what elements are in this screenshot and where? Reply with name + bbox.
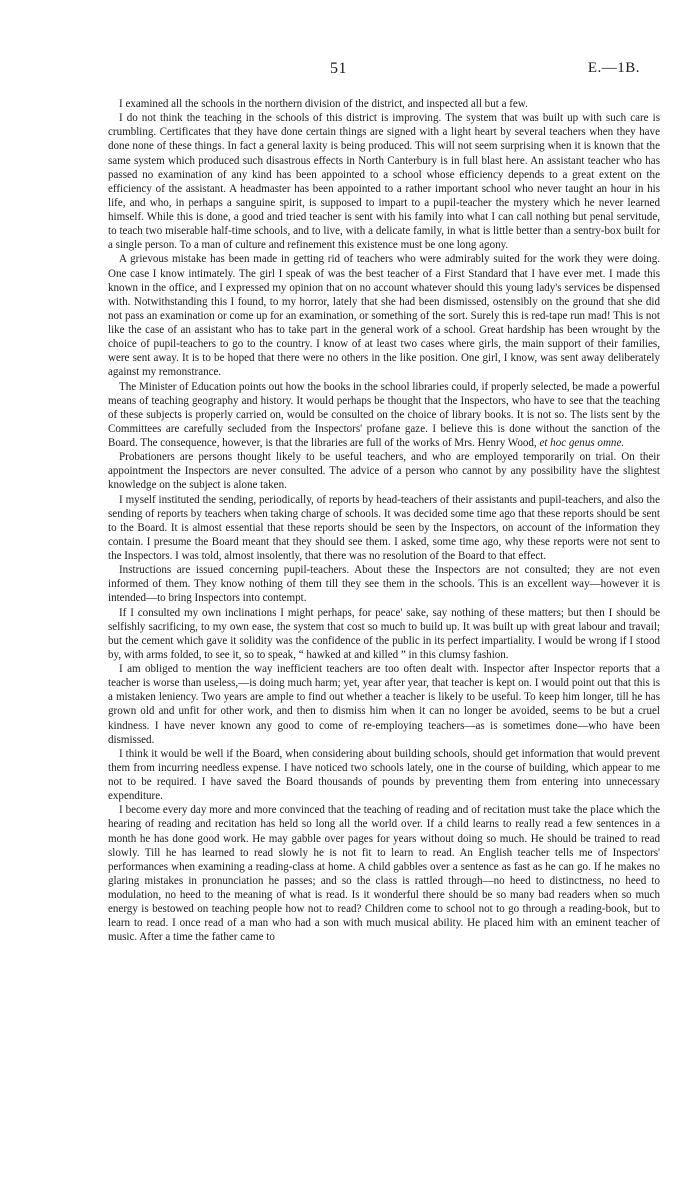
paragraph: I am obliged to mention the way inefficient teachers are too often dealt with. Inspector after Inspector reports that a teacher is worse than useless,—is doing much harm; yet, year after year, that teacher is kept on. I would point out that this is a mistaken leniency. Two years are ample to find out whether a teacher is likely to be useful. To keep him longer, till he has grown old and unfit for other work, and then to dismiss him when it can no longer be avoided, seems to be but a cruel kindness. I have never known any good to come of re-employing teachers—as is sometimes done—who have been dismissed. [108, 663, 660, 746]
body-text [108, 97, 660, 945]
paragraph: Probationers are persons thought likely to be useful teachers, and who are employed temporarily on trial. On their appointment the Inspectors are never consulted. The advice of a person who cannot by any possibility have the slightest knowledge on the subject is alone taken. [108, 451, 660, 492]
paragraph: I become every day more and more convinced that the teaching of reading and of recitation must take the place which the hearing of reading and recitation has held so long all the world over. If a child learns to really read a few sentences in a month he has done good work. He may gabble over pages for years without doing so much. He should be trained to read slowly. Till he has learned to read slowly he is not fit to learn to read. An English teacher tells me of Inspectors' performances when examining a reading-class at home. A child gabbles over a sentence as fast as he can go. If he makes no glaring mistakes in pronunciation he passes; and so the class is rattled through—no heed to distinctness, no heed to modulation, no heed to the meaning of what is read. Is it wonderful there should be so many bad readers when so much energy is bestowed on teaching people how not to read? Children come to school not to go through a reading-book, but to learn to read. I once read of a man who had a son with much musical ability. He placed him with an eminent teacher of music. After a time the father came to [108, 804, 660, 944]
page-number: 51 [330, 60, 347, 77]
paragraph-text: The Minister of Education points out how the books in the school libraries could, if properly selected, be made a powerful means of teaching geography and history. It would perhaps be thought that the Inspectors, who have to see that the teaching of these subjects is properly carried on, would be consulted on the choice of library books. It is not so. The lists sent by the Committees are carefully secluded from the Inspectors' profane gaze. I believe this is done without the sanction of the Board. The consequence, however, is that the libraries are full of the works of Mrs. Henry Wood, [108, 380, 660, 449]
document-reference: E.—1B. [587, 60, 640, 76]
paragraph: I examined all the schools in the northern division of the district, and inspected all but a few. [119, 98, 528, 110]
paragraph-library-books [108, 380, 660, 451]
italic-phrase: et hoc genus omne. [539, 437, 625, 449]
paragraph: I myself instituted the sending, periodically, of reports by head-teachers of their assistants and pupil-teachers, and also the sending of reports by teachers when taking charge of schools. It was decided some time ago that these reports should be sent to the Board. It is almost essential that these reports should be seen by the Inspectors, on account of the information they contain. I presume the Board meant that they should see them. I asked, some time ago, why these reports were not sent to the Inspectors. I was told, almost insolently, that there was no resolution of the Board to that effect. [108, 493, 660, 562]
paragraph: A grievous mistake has been made in getting rid of teachers who were admirably suited for the work they were doing. One case I know intimately. The girl I speak of was the best teacher of a First Standard that I have ever met. I made this known in the office, and I expressed my opinion that on no account whatever should this young lady's services be dispensed with. Notwithstanding this I found, to my horror, lately that she had been dismissed, ostensibly on the ground that she did not pass an examination or come up for an examination, or something of the sort. Surely this is red-tape run mad! This is not like the case of an assistant who has to take part in the general work of a school. Great hardship has been wrought by the choice of pupil-teachers to go to the country. I know of at least two cases where girls, the main support of their families, were sent away. It is to be hoped that there were no others in the like position. One girl, I know, was sent away deliberately against my remonstrance. [108, 253, 660, 379]
page-header [0, 60, 700, 86]
paragraph: Instructions are issued concerning pupil-teachers. About these the Inspectors are not consulted; they are not even informed of them. They know nothing of them till they see them in the schools. This is an excellent way—however it is intended—to bring Inspectors into contempt. [108, 564, 660, 605]
paragraph: If I consulted my own inclinations I might perhaps, for peace' sake, say nothing of these matters; but then I should be selfishly sacrificing, to my own ease, the system that cost so much to build up. It was built up with great labour and travail; but the cement which gave it solidity was the confidence of the public in its perfect impartiality. I would be wrong if I stood by, with arms folded, to see it, so to speak, “ hawked at and killed ” in this clumsy fashion. [108, 606, 660, 661]
paragraph: I do not think the teaching in the schools of this district is improving. The system that was built up with such care is crumbling. Certificates that they have done certain things are signed with a light heart by several teachers when they have done none of these things. In fact a general laxity is being produced. This will not seem surprising when it is known that the same system which produced such disastrous effects in North Canterbury is in full blast here. An assistant teacher who has passed no examination of any kind has been appointed to a school whose efficiency depends to a great extent on the efficiency of the assistant. A headmaster has been appointed to a rather important school who never taught an hour in his life, and who, in perhaps a sanguine spirit, is supposed to impart to a pupil-teacher the mystery which he never learned himself. While this is done, a good and tried teacher is sent with his family into what I can call nothing but penal servitude, to teach two miserable half-time schools, and to live, with a delicate family, in what is little better than a sentry-box built for a single person. To a man of culture and refinement this existence must be one long agony. [108, 112, 660, 252]
paragraph: I think it would be well if the Board, when considering about building schools, should get information that would prevent them from incurring needless expense. I have noticed two schools lately, one in the course of building, which appear to me not to be required. I have saved the Board thousands of pounds by preventing them from entering into unnecessary expenditure. [108, 747, 660, 803]
